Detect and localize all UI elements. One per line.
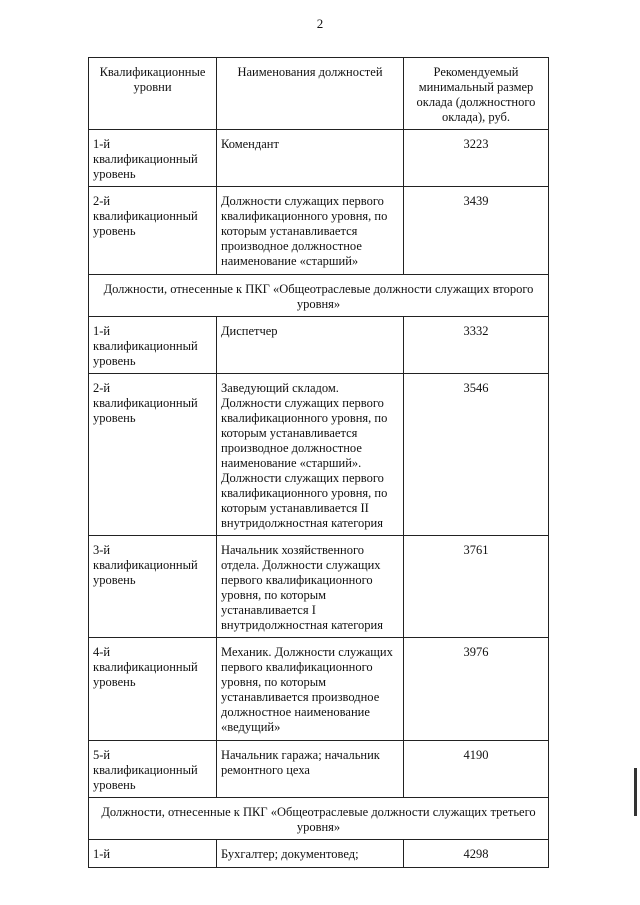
level-cell: 1-й квалификационный уровень: [89, 317, 217, 374]
table-row: [89, 638, 549, 741]
level-cell: 2-й квалификационный уровень: [89, 374, 217, 536]
title-cell: Механик. Должности служащих первого квалификационного уровня, по которым устанавливается производное должностное наименование «ведущий»: [217, 638, 404, 741]
table-row: [89, 536, 549, 638]
header-title: Наименования должностей: [217, 58, 404, 130]
salary-cell: 4190: [404, 741, 549, 798]
group-row: [89, 798, 549, 840]
group-title: Должности, отнесенные к ПКГ «Общеотраслевые должности служащих второго уровня»: [89, 275, 549, 317]
title-cell: Заведующий складом. Должности служащих первого квалификационного уровня, по которым устанавливается производное должностное наименование «старший». Должности служащих первого квалификационного уровня, по которым устанавливается II внутридолжностная категория: [217, 374, 404, 536]
header-level: Квалификационные уровни: [89, 58, 217, 130]
salary-cell: 3976: [404, 638, 549, 741]
title-cell: Начальник хозяйственного отдела. Должности служащих первого квалификационного уровня, по которым устанавливается I внутридолжностная категория: [217, 536, 404, 638]
level-cell: 5-й квалификационный уровень: [89, 741, 217, 798]
salary-cell: 3761: [404, 536, 549, 638]
table-row: [89, 317, 549, 374]
salary-cell: 3332: [404, 317, 549, 374]
salary-cell: 3223: [404, 130, 549, 187]
table-row: [89, 187, 549, 275]
title-cell: Диспетчер: [217, 317, 404, 374]
page-number: 2: [316, 16, 324, 31]
table-row: [89, 130, 549, 187]
header-row: [89, 58, 549, 130]
table-row: [89, 374, 549, 536]
title-cell: Начальник гаража; начальник ремонтного цеха: [217, 741, 404, 798]
group-row: [89, 275, 549, 317]
salary-table: [88, 57, 549, 868]
salary-cell: 3439: [404, 187, 549, 275]
title-cell: Комендант: [217, 130, 404, 187]
level-cell: 1-й квалификационный уровень: [89, 130, 217, 187]
level-cell: 1-й: [89, 840, 217, 868]
title-cell: Должности служащих первого квалификационного уровня, по которым устанавливается производное должностное наименование «старший»: [217, 187, 404, 275]
header-salary: Рекомендуемый минимальный размер оклада (должностного оклада), руб.: [404, 58, 549, 130]
scan-edge-mark: [634, 768, 637, 816]
table-row: [89, 741, 549, 798]
group-title: Должности, отнесенные к ПКГ «Общеотраслевые должности служащих третьего уровня»: [89, 798, 549, 840]
title-cell: Бухгалтер; документовед;: [217, 840, 404, 868]
level-cell: 2-й квалификационный уровень: [89, 187, 217, 275]
table-row: [89, 840, 549, 868]
salary-cell: 3546: [404, 374, 549, 536]
level-cell: 4-й квалификационный уровень: [89, 638, 217, 741]
level-cell: 3-й квалификационный уровень: [89, 536, 217, 638]
salary-cell: 4298: [404, 840, 549, 868]
